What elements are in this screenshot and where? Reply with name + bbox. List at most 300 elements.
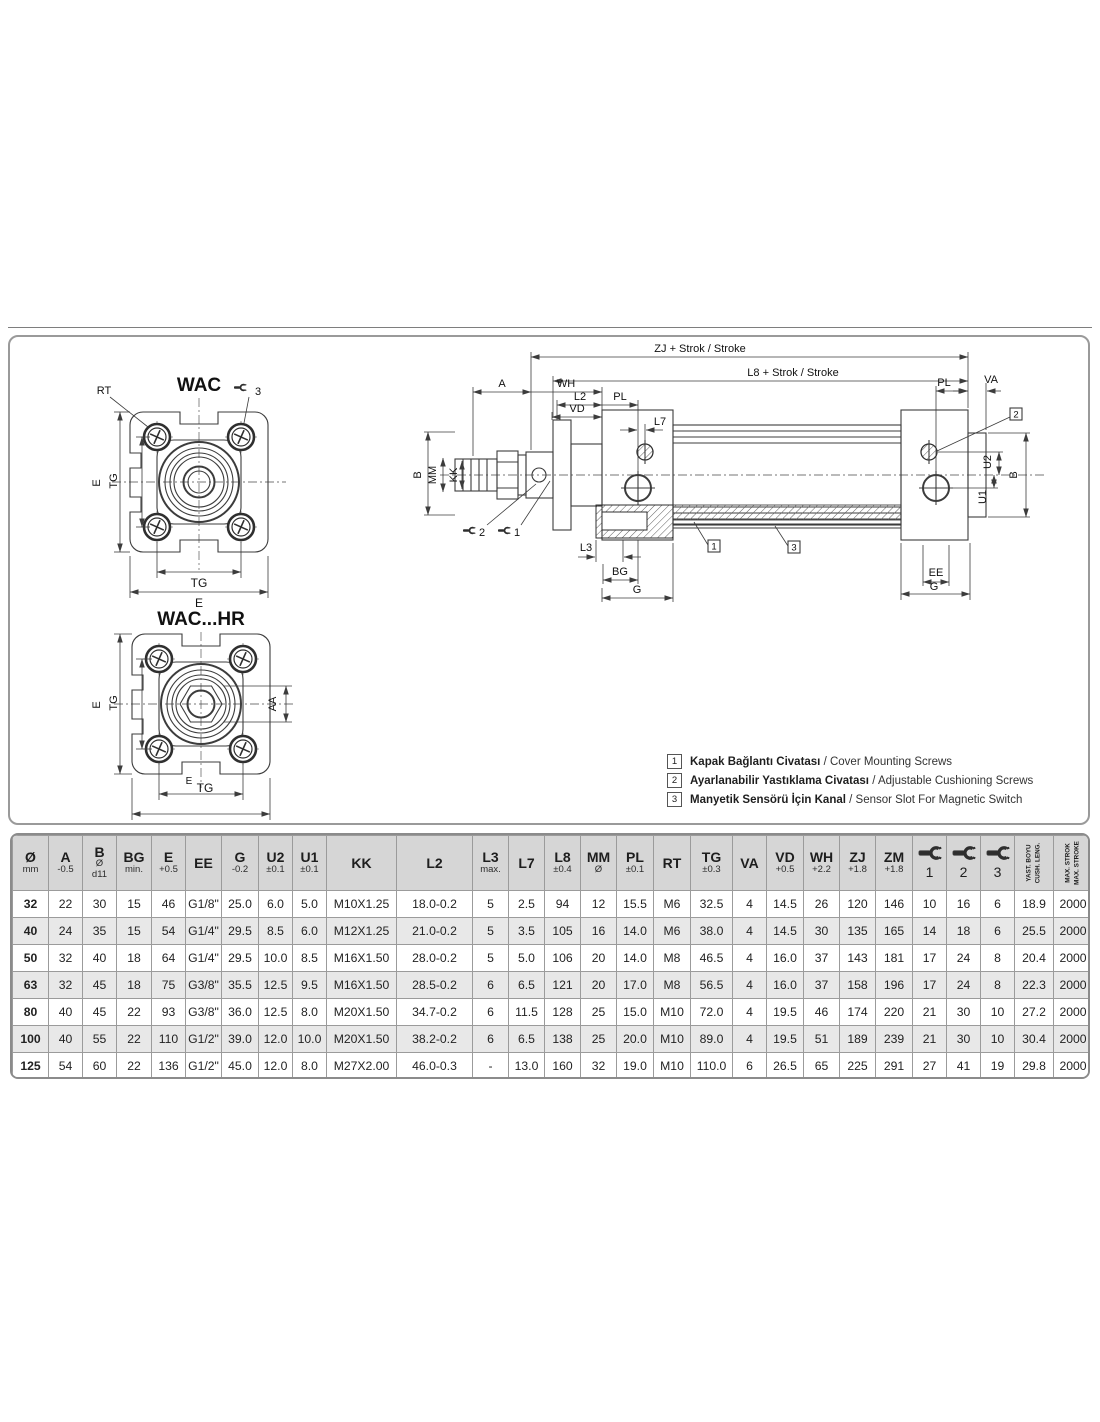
table-cell: 4 bbox=[733, 891, 767, 918]
table-cell: 9.5 bbox=[293, 972, 327, 999]
table-cell: 38.2-0.2 bbox=[397, 1026, 473, 1053]
header-cell-17: TG ±0.3 bbox=[691, 836, 733, 891]
table-cell: 32 bbox=[49, 945, 83, 972]
table-cell: 120 bbox=[840, 891, 876, 918]
table-cell: M10 bbox=[654, 999, 691, 1026]
table-cell: M8 bbox=[654, 945, 691, 972]
table-cell: 94 bbox=[545, 891, 581, 918]
table-cell: 34.7-0.2 bbox=[397, 999, 473, 1026]
header-cell-21: ZJ +1.8 bbox=[840, 836, 876, 891]
table-cell: 37 bbox=[804, 945, 840, 972]
table-cell: 8 bbox=[981, 972, 1015, 999]
table-cell: 27.2 bbox=[1015, 999, 1054, 1026]
table-cell: 45 bbox=[83, 972, 117, 999]
table-cell: 10 bbox=[981, 1026, 1015, 1053]
header-cell-12: L7 bbox=[509, 836, 545, 891]
table-cell: 16.0 bbox=[767, 972, 804, 999]
table-cell: 181 bbox=[876, 945, 913, 972]
rt-label: RT bbox=[96, 385, 112, 397]
table-cell: 110 bbox=[152, 1026, 186, 1053]
table-cell: 39.0 bbox=[222, 1026, 259, 1053]
table-cell: 60 bbox=[83, 1053, 117, 1080]
dim-tg-bottom: TG bbox=[196, 781, 214, 795]
table-cell: 29.8 bbox=[1015, 1053, 1054, 1080]
table-cell: 36.0 bbox=[222, 999, 259, 1026]
wrench-callout-1: 1 bbox=[513, 527, 521, 539]
table-cell: 17.0 bbox=[617, 972, 654, 999]
table-cell: 32.5 bbox=[691, 891, 733, 918]
legend-item-3 bbox=[667, 790, 1087, 809]
dim-tg-left: TG bbox=[108, 695, 120, 711]
table-cell: M20X1.50 bbox=[327, 1026, 397, 1053]
table-cell: 21 bbox=[913, 1026, 947, 1053]
table-cell: 4 bbox=[733, 972, 767, 999]
dim-vd: VD bbox=[569, 403, 585, 415]
table-cell: M6 bbox=[654, 891, 691, 918]
table-cell: 165 bbox=[876, 918, 913, 945]
table-cell: 146 bbox=[876, 891, 913, 918]
table-cell: G1/4" bbox=[186, 945, 222, 972]
table-cell: 4 bbox=[733, 1026, 767, 1053]
table-row-50 bbox=[13, 945, 1091, 972]
dim-a: A bbox=[498, 378, 506, 390]
table-cell: 8.0 bbox=[293, 999, 327, 1026]
table-cell: 2000 bbox=[1054, 999, 1091, 1026]
header-cell-26: YAST. BOYU CUSH. LENG. bbox=[1015, 836, 1054, 891]
wrench-icon bbox=[463, 528, 475, 534]
table-cell: 13.0 bbox=[509, 1053, 545, 1080]
table-cell: 158 bbox=[840, 972, 876, 999]
table-cell: 24 bbox=[947, 972, 981, 999]
table-cell: 22.3 bbox=[1015, 972, 1054, 999]
table-cell: 125 bbox=[13, 1053, 49, 1080]
legend-label-tr: Manyetik Sensörü İçin Kanal bbox=[690, 793, 846, 806]
table-cell: 8.5 bbox=[259, 918, 293, 945]
header-cell-9: KK bbox=[327, 836, 397, 891]
wrench-callout-2: 2 bbox=[478, 527, 486, 539]
dim-bg: BG bbox=[612, 566, 628, 578]
dim-ee: EE bbox=[928, 567, 944, 579]
table-cell: 106 bbox=[545, 945, 581, 972]
table-cell: 6.0 bbox=[259, 891, 293, 918]
table-cell: 56.5 bbox=[691, 972, 733, 999]
table-cell: 189 bbox=[840, 1026, 876, 1053]
table-cell: 239 bbox=[876, 1026, 913, 1053]
table-cell: 14.5 bbox=[767, 918, 804, 945]
table-cell: 29.5 bbox=[222, 918, 259, 945]
table-cell: 105 bbox=[545, 918, 581, 945]
table-cell: 15 bbox=[117, 918, 152, 945]
mounting-screw bbox=[225, 511, 257, 543]
table-cell: 20.4 bbox=[1015, 945, 1054, 972]
table-cell: 14.5 bbox=[767, 891, 804, 918]
table-cell: 29.5 bbox=[222, 945, 259, 972]
wac-hr-front-view bbox=[91, 609, 296, 820]
table-cell: - bbox=[473, 1053, 509, 1080]
dim-u1: U1 bbox=[977, 489, 989, 505]
table-row-32 bbox=[13, 891, 1091, 918]
header-cell-4: E +0.5 bbox=[152, 836, 186, 891]
mounting-screw bbox=[227, 733, 259, 765]
dim-l7: L7 bbox=[653, 416, 667, 428]
table-cell: 38.0 bbox=[691, 918, 733, 945]
table-cell: 6 bbox=[473, 972, 509, 999]
header-cell-0: Ø mm bbox=[13, 836, 49, 891]
table-cell: 174 bbox=[840, 999, 876, 1026]
table-cell: 16.0 bbox=[767, 945, 804, 972]
table-cell: 8 bbox=[981, 945, 1015, 972]
table-cell: 40 bbox=[49, 1026, 83, 1053]
wrench-icon bbox=[498, 528, 510, 534]
table-cell: 16 bbox=[581, 918, 617, 945]
table-cell: 19.5 bbox=[767, 1026, 804, 1053]
dim-mm: MM bbox=[427, 465, 439, 485]
table-cell: 21 bbox=[913, 999, 947, 1026]
dim-pl-right: PL bbox=[937, 377, 951, 389]
dim-va: VA bbox=[984, 374, 998, 386]
header-cell-19: VD +0.5 bbox=[767, 836, 804, 891]
header-cell-20: WH +2.2 bbox=[804, 836, 840, 891]
legend-label bbox=[690, 794, 1022, 806]
dim-e-bottom: E bbox=[194, 596, 204, 610]
table-cell: 46.0-0.3 bbox=[397, 1053, 473, 1080]
table-cell: 72.0 bbox=[691, 999, 733, 1026]
table-cell: 6.5 bbox=[509, 1026, 545, 1053]
table-cell: 54 bbox=[49, 1053, 83, 1080]
table-cell: 10.0 bbox=[259, 945, 293, 972]
dim-g-right: G bbox=[929, 581, 939, 593]
header-cell-2: B Ø d11 bbox=[83, 836, 117, 891]
header-cell-10: L2 bbox=[397, 836, 473, 891]
legend-item-2 bbox=[667, 771, 1087, 790]
table-cell: 24 bbox=[49, 918, 83, 945]
sensor-callout-3: 3 bbox=[254, 386, 262, 398]
table-cell: 45 bbox=[83, 999, 117, 1026]
table-cell: 160 bbox=[545, 1053, 581, 1080]
table-cell: 32 bbox=[49, 972, 83, 999]
dim-wh: WH bbox=[556, 378, 576, 390]
top-divider bbox=[8, 327, 1092, 328]
table-cell: 225 bbox=[840, 1053, 876, 1080]
table-cell: 51 bbox=[804, 1026, 840, 1053]
table-cell: 15.0 bbox=[617, 999, 654, 1026]
table-cell: 12.5 bbox=[259, 999, 293, 1026]
dim-kk: KK bbox=[448, 467, 460, 483]
table-cell: G3/8" bbox=[186, 972, 222, 999]
table-cell: 11.5 bbox=[509, 999, 545, 1026]
header-cell-16: RT bbox=[654, 836, 691, 891]
table-cell: 10.0 bbox=[293, 1026, 327, 1053]
table-cell: 18.9 bbox=[1015, 891, 1054, 918]
table-cell: 10 bbox=[981, 999, 1015, 1026]
dim-l8-stroke: L8 + Strok / Stroke bbox=[747, 367, 839, 379]
table-cell: G1/8" bbox=[186, 891, 222, 918]
dimensions-table-wrapper bbox=[10, 833, 1090, 1079]
table-cell: 17 bbox=[913, 945, 947, 972]
table-cell: 291 bbox=[876, 1053, 913, 1080]
table-cell: 93 bbox=[152, 999, 186, 1026]
table-cell: 220 bbox=[876, 999, 913, 1026]
header-cell-5: EE bbox=[186, 836, 222, 891]
dim-e-bottom: E bbox=[185, 776, 193, 787]
table-cell: 80 bbox=[13, 999, 49, 1026]
dim-b-right: B bbox=[1008, 471, 1020, 479]
header-cell-27: MAX. STROK MAX. STROKE bbox=[1054, 836, 1091, 891]
table-cell: 24 bbox=[947, 945, 981, 972]
dim-tg-bottom: TG bbox=[190, 576, 208, 590]
table-row-80 bbox=[13, 999, 1091, 1026]
table-cell: 18 bbox=[117, 972, 152, 999]
table-cell: 5.0 bbox=[509, 945, 545, 972]
table-cell: 20 bbox=[581, 972, 617, 999]
table-cell: G3/8" bbox=[186, 999, 222, 1026]
table-cell: 30 bbox=[804, 918, 840, 945]
table-cell: 143 bbox=[840, 945, 876, 972]
table-cell: 30 bbox=[83, 891, 117, 918]
table-cell: G1/4" bbox=[186, 918, 222, 945]
table-cell: 20 bbox=[581, 945, 617, 972]
table-cell: 5 bbox=[473, 945, 509, 972]
table-cell: 15.5 bbox=[617, 891, 654, 918]
table-cell: 45.0 bbox=[222, 1053, 259, 1080]
header-cell-24: 2 bbox=[947, 836, 981, 891]
table-cell: 2000 bbox=[1054, 972, 1091, 999]
table-cell: 63 bbox=[13, 972, 49, 999]
header-cell-13: L8 ±0.4 bbox=[545, 836, 581, 891]
table-cell: 12 bbox=[581, 891, 617, 918]
table-cell: 16 bbox=[947, 891, 981, 918]
wrench-icon bbox=[952, 846, 976, 860]
table-cell: 46 bbox=[804, 999, 840, 1026]
table-cell: 89.0 bbox=[691, 1026, 733, 1053]
table-cell: 4 bbox=[733, 918, 767, 945]
header-cell-6: G -0.2 bbox=[222, 836, 259, 891]
table-cell: M16X1.50 bbox=[327, 972, 397, 999]
legend-label bbox=[690, 775, 1033, 787]
table-cell: M20X1.50 bbox=[327, 999, 397, 1026]
legend-label-tr: Ayarlanabilir Yastıklama Civatası bbox=[690, 774, 869, 787]
table-cell: G1/2" bbox=[186, 1053, 222, 1080]
table-cell: 35 bbox=[83, 918, 117, 945]
table-cell: M10 bbox=[654, 1026, 691, 1053]
header-cell-3: BG min. bbox=[117, 836, 152, 891]
table-cell: 19 bbox=[981, 1053, 1015, 1080]
table-cell: 2000 bbox=[1054, 1026, 1091, 1053]
table-cell: 12.5 bbox=[259, 972, 293, 999]
table-cell: 12.0 bbox=[259, 1053, 293, 1080]
table-cell: 22 bbox=[117, 999, 152, 1026]
table-cell: 6.5 bbox=[509, 972, 545, 999]
sensor-slot bbox=[673, 505, 901, 520]
table-cell: 17 bbox=[913, 972, 947, 999]
mounting-screw bbox=[225, 421, 257, 453]
callout-box-1: 1 bbox=[711, 541, 717, 553]
table-cell: 30 bbox=[947, 999, 981, 1026]
table-cell: 19.0 bbox=[617, 1053, 654, 1080]
table-cell: 121 bbox=[545, 972, 581, 999]
table-cell: 6 bbox=[473, 1026, 509, 1053]
legend-number-box: 1 bbox=[667, 754, 682, 769]
table-cell: 5 bbox=[473, 918, 509, 945]
table-cell: 46.5 bbox=[691, 945, 733, 972]
table-cell: 27 bbox=[913, 1053, 947, 1080]
table-cell: 14.0 bbox=[617, 918, 654, 945]
dim-l2: L2 bbox=[573, 391, 587, 403]
table-cell: 8.5 bbox=[293, 945, 327, 972]
header-cell-15: PL ±0.1 bbox=[617, 836, 654, 891]
table-cell: 20.0 bbox=[617, 1026, 654, 1053]
table-cell: 6 bbox=[981, 918, 1015, 945]
table-cell: 54 bbox=[152, 918, 186, 945]
table-cell: M12X1.25 bbox=[327, 918, 397, 945]
table-cell: 18.0-0.2 bbox=[397, 891, 473, 918]
table-cell: 25.0 bbox=[222, 891, 259, 918]
dim-e-left: E bbox=[91, 479, 103, 487]
table-cell: 14.0 bbox=[617, 945, 654, 972]
table-cell: 12.0 bbox=[259, 1026, 293, 1053]
header-cell-11: L3 max. bbox=[473, 836, 509, 891]
callout-box-3: 3 bbox=[791, 542, 797, 554]
table-cell: 18 bbox=[117, 945, 152, 972]
legend-label-en: / Adjustable Cushioning Screws bbox=[869, 774, 1034, 787]
table-cell: M10X1.25 bbox=[327, 891, 397, 918]
legend-label-tr: Kapak Bağlantı Civatası bbox=[690, 755, 821, 768]
header-cell-1: A -0.5 bbox=[49, 836, 83, 891]
table-cell: 5 bbox=[473, 891, 509, 918]
table-cell: 196 bbox=[876, 972, 913, 999]
wrench-icon bbox=[918, 846, 942, 860]
table-cell: M27X2.00 bbox=[327, 1053, 397, 1080]
table-cell: G1/2" bbox=[186, 1026, 222, 1053]
dim-g-left: G bbox=[632, 584, 642, 596]
table-cell: 28.5-0.2 bbox=[397, 972, 473, 999]
dim-u2: U2 bbox=[982, 454, 994, 470]
table-cell: 28.0-0.2 bbox=[397, 945, 473, 972]
table-cell: 41 bbox=[947, 1053, 981, 1080]
table-cell: M16X1.50 bbox=[327, 945, 397, 972]
legend-label-en: / Sensor Slot For Magnetic Switch bbox=[845, 793, 1023, 806]
table-cell: 64 bbox=[152, 945, 186, 972]
table-cell: 22 bbox=[117, 1026, 152, 1053]
mounting-screw bbox=[227, 643, 259, 675]
table-cell: 22 bbox=[49, 891, 83, 918]
table-cell: 136 bbox=[152, 1053, 186, 1080]
table-cell: 8.0 bbox=[293, 1053, 327, 1080]
dim-tg-left: TG bbox=[108, 473, 120, 489]
legend-label bbox=[690, 756, 952, 768]
dim-zj-stroke: ZJ + Strok / Stroke bbox=[654, 343, 746, 355]
table-cell: 22 bbox=[117, 1053, 152, 1080]
table-cell: 135 bbox=[840, 918, 876, 945]
table-row-40 bbox=[13, 918, 1091, 945]
wrench-icon bbox=[234, 385, 246, 391]
table-cell: 25.5 bbox=[1015, 918, 1054, 945]
table-cell: 110.0 bbox=[691, 1053, 733, 1080]
table-cell: 21.0-0.2 bbox=[397, 918, 473, 945]
header-cell-25: 3 bbox=[981, 836, 1015, 891]
callout-box-2: 2 bbox=[1013, 409, 1019, 421]
cylinder-side-view bbox=[412, 343, 1045, 602]
table-cell: 55 bbox=[83, 1026, 117, 1053]
table-cell: 19.5 bbox=[767, 999, 804, 1026]
header-cell-7: U2 ±0.1 bbox=[259, 836, 293, 891]
table-cell: 32 bbox=[13, 891, 49, 918]
legend bbox=[667, 752, 1087, 809]
table-row-125 bbox=[13, 1053, 1091, 1080]
table-cell: 40 bbox=[49, 999, 83, 1026]
legend-item-1 bbox=[667, 752, 1087, 771]
table-cell: 65 bbox=[804, 1053, 840, 1080]
table-cell: 75 bbox=[152, 972, 186, 999]
table-cell: 2000 bbox=[1054, 891, 1091, 918]
wac-hr-view-title: WAC...HR bbox=[157, 609, 245, 630]
dim-l3: L3 bbox=[579, 542, 593, 554]
header-cell-23: 1 bbox=[913, 836, 947, 891]
table-cell: 46 bbox=[152, 891, 186, 918]
table-cell: 18 bbox=[947, 918, 981, 945]
table-cell: 30 bbox=[947, 1026, 981, 1053]
table-cell: 32 bbox=[581, 1053, 617, 1080]
table-cell: 3.5 bbox=[509, 918, 545, 945]
table-cell: 30.4 bbox=[1015, 1026, 1054, 1053]
header-cell-8: U1 ±0.1 bbox=[293, 836, 327, 891]
table-cell: 6 bbox=[733, 1053, 767, 1080]
dim-aa: AA bbox=[267, 696, 279, 712]
legend-label-en: / Cover Mounting Screws bbox=[820, 755, 953, 768]
table-cell: 10 bbox=[913, 891, 947, 918]
wac-front-view bbox=[91, 375, 286, 610]
table-cell: 37 bbox=[804, 972, 840, 999]
table-cell: 25 bbox=[581, 1026, 617, 1053]
table-cell: 35.5 bbox=[222, 972, 259, 999]
table-cell: 4 bbox=[733, 999, 767, 1026]
dim-b-left: B bbox=[412, 471, 424, 479]
table-cell: 2000 bbox=[1054, 945, 1091, 972]
table-cell: 2000 bbox=[1054, 918, 1091, 945]
legend-number-box: 3 bbox=[667, 792, 682, 807]
table-cell: 15 bbox=[117, 891, 152, 918]
wac-view-title: WAC bbox=[176, 375, 222, 396]
table-cell: 26 bbox=[804, 891, 840, 918]
table-cell: 100 bbox=[13, 1026, 49, 1053]
table-cell: 40 bbox=[13, 918, 49, 945]
dim-pl-left: PL bbox=[613, 391, 627, 403]
table-row-63 bbox=[13, 972, 1091, 999]
table-row-100 bbox=[13, 1026, 1091, 1053]
table-cell: M10 bbox=[654, 1053, 691, 1080]
table-cell: 40 bbox=[83, 945, 117, 972]
table-cell: 50 bbox=[13, 945, 49, 972]
legend-number-box: 2 bbox=[667, 773, 682, 788]
wrench-icon bbox=[986, 846, 1010, 860]
table-cell: 26.5 bbox=[767, 1053, 804, 1080]
table-cell: M8 bbox=[654, 972, 691, 999]
table-cell: 5.0 bbox=[293, 891, 327, 918]
dim-e-left: E bbox=[91, 701, 103, 709]
table-cell: 2000 bbox=[1054, 1053, 1091, 1080]
table-cell: 25 bbox=[581, 999, 617, 1026]
table-cell: M6 bbox=[654, 918, 691, 945]
header-cell-22: ZM +1.8 bbox=[876, 836, 913, 891]
table-cell: 6 bbox=[473, 999, 509, 1026]
table-cell: 138 bbox=[545, 1026, 581, 1053]
table-cell: 4 bbox=[733, 945, 767, 972]
dimensions-table bbox=[12, 835, 1090, 1079]
table-cell: 14 bbox=[913, 918, 947, 945]
header-cell-18: VA bbox=[733, 836, 767, 891]
header-cell-14: MM Ø bbox=[581, 836, 617, 891]
table-cell: 6.0 bbox=[293, 918, 327, 945]
